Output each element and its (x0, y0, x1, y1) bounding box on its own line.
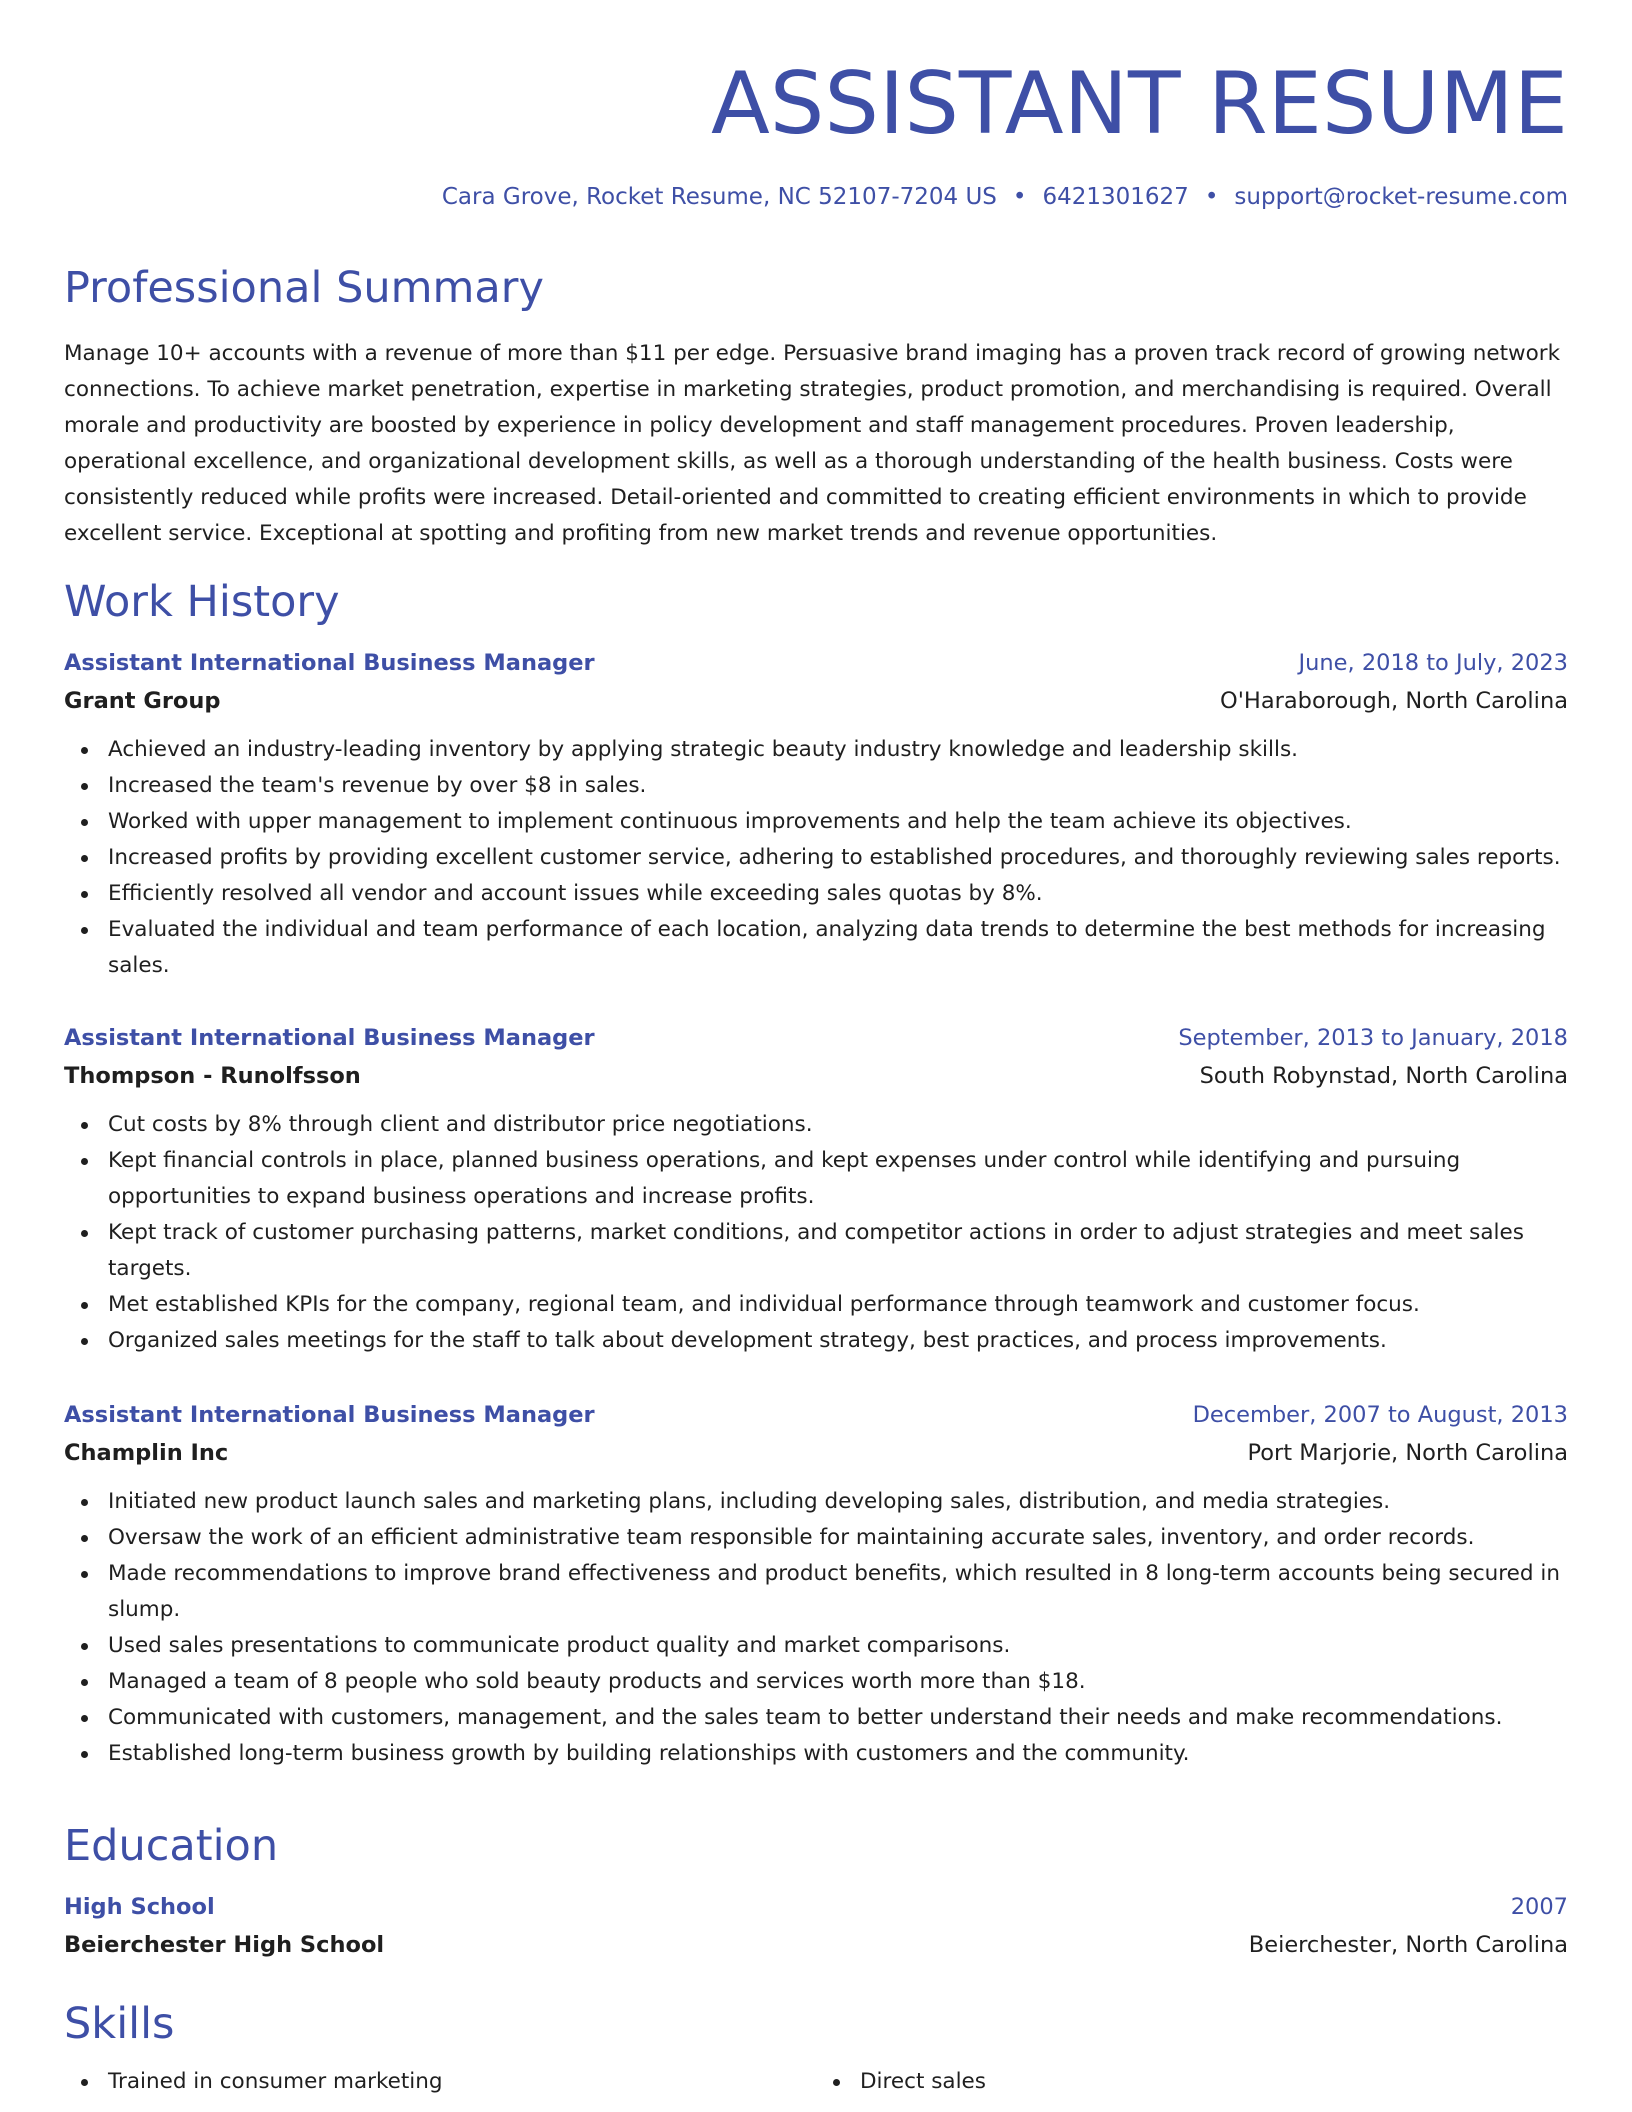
skills-right-column (816, 2064, 1568, 2100)
job-location: South Robynstad, North Carolina (1199, 1063, 1568, 1089)
list-item: Oversaw the work of an efficient administrative team responsible for maintaining accurate sales, inventory, and order records. (64, 1520, 1568, 1556)
skills-heading: Skills (64, 1999, 175, 2049)
list-item: Established long-term business growth by building relationships with customers and the community. (64, 1736, 1568, 1772)
job-title: Assistant International Business Manager (64, 650, 595, 676)
list-item: Increased the team's revenue by over $8 in sales. (64, 768, 1568, 804)
list-item: Used sales presentations to communicate product quality and market comparisons. (64, 1628, 1568, 1664)
contact-separator: • (1012, 184, 1027, 210)
job-location: Port Marjorie, North Carolina (1247, 1440, 1568, 1466)
job-company: Thompson - Runolfsson (64, 1063, 361, 1089)
job-header-row (64, 644, 1568, 682)
list-item: Initiated new product launch sales and marketing plans, including developing sales, distribution, and media strategies. (64, 1484, 1568, 1520)
resume-title: ASSISTANT RESUME (710, 54, 1568, 154)
work-history-heading-block (64, 574, 1568, 630)
job-entry (64, 644, 1568, 984)
work-history-heading: Work History (64, 577, 340, 627)
summary-section (64, 260, 1568, 552)
education-heading: Education (64, 1821, 279, 1871)
job-header-row (64, 1396, 1568, 1434)
job-entry (64, 1019, 1568, 1359)
list-item: Increased profits by providing excellent customer service, adhering to established procedures, and thoroughly reviewing sales reports. (64, 840, 1568, 876)
education-year: 2007 (1510, 1894, 1568, 1920)
contact-separator: • (1204, 184, 1219, 210)
list-item: Achieved an industry-leading inventory by applying strategic beauty industry knowledge and leadership skills. (64, 732, 1568, 768)
education-location: Beierchester, North Carolina (1248, 1932, 1568, 1958)
job-company-row (64, 1434, 1568, 1472)
job-location: O'Haraborough, North Carolina (1220, 688, 1568, 714)
job-bullets (64, 1484, 1568, 1772)
job-title: Assistant International Business Manager (64, 1402, 595, 1428)
job-company-row (64, 1057, 1568, 1095)
job-company: Grant Group (64, 688, 221, 714)
contact-line (442, 180, 1568, 214)
education-degree: High School (64, 1894, 215, 1920)
job-company: Champlin Inc (64, 1440, 229, 1466)
education-school-row (64, 1926, 1568, 1964)
summary-heading: Professional Summary (64, 263, 544, 313)
list-item: Communicated with customers, management, and the sales team to better understand their needs and make recommendations. (64, 1700, 1568, 1736)
list-item: Kept financial controls in place, planned business operations, and kept expenses under control while identifying and pursuing opportunities to expand business operations and increase profits. (64, 1143, 1568, 1215)
contact-email: support@rocket-resume.com (1234, 184, 1568, 210)
list-item: Direct sales (816, 2064, 1568, 2100)
list-item: Met established KPIs for the company, regional team, and individual performance through teamwork and customer focus. (64, 1287, 1568, 1323)
education-header-row (64, 1888, 1568, 1926)
job-dates: June, 2018 to July, 2023 (1298, 650, 1568, 676)
list-item: Efficiently resolved all vendor and account issues while exceeding sales quotas by 8%. (64, 876, 1568, 912)
job-company-row (64, 682, 1568, 720)
list-item: Managed a team of 8 people who sold beauty products and services worth more than $18. (64, 1664, 1568, 1700)
list-item: Made recommendations to improve brand effectiveness and product benefits, which resulted in 8 long-term accounts being secured in slump. (64, 1556, 1568, 1628)
contact-address: Cara Grove, Rocket Resume, NC 52107-7204 US (441, 184, 997, 210)
job-title: Assistant International Business Manager (64, 1025, 595, 1051)
education-section (64, 1818, 1568, 1964)
list-item: Organized sales meetings for the staff to talk about development strategy, best practices, and process improvements. (64, 1323, 1568, 1359)
list-item: Trained in consumer marketing (64, 2064, 816, 2100)
job-header-row (64, 1019, 1568, 1057)
education-school: Beierchester High School (64, 1932, 385, 1958)
contact-phone: 6421301627 (1042, 184, 1189, 210)
job-dates: December, 2007 to August, 2013 (1192, 1402, 1568, 1428)
summary-text: Manage 10+ accounts with a revenue of more than $11 per edge. Persuasive brand imaging has a proven track record of growing network connections. To achieve market penetration, expertise in marketing strategies, product promotion, and merchandising is required. Overall morale and productivity are boosted by experience in policy development and staff management procedures. Proven leadership, operational excellence, and organizational development skills, as well as a thorough understanding of the health business. Costs were consistently reduced while profits were increased. Detail-oriented and committed to creating efficient environments in which to provide excellent service. Exceptional at spotting and profiting from new market trends and revenue opportunities. (64, 341, 1561, 546)
skills-section (64, 1996, 1568, 2100)
job-bullets (64, 732, 1568, 984)
job-entry (64, 1396, 1568, 1772)
list-item: Worked with upper management to implement continuous improvements and help the team achieve its objectives. (64, 804, 1568, 840)
skills-left-column (64, 2064, 816, 2100)
skills-columns (64, 2064, 1568, 2100)
list-item: Kept track of customer purchasing patterns, market conditions, and competitor actions in order to adjust strategies and meet sales targets. (64, 1215, 1568, 1287)
list-item: Evaluated the individual and team performance of each location, analyzing data trends to determine the best methods for increasing sales. (64, 912, 1568, 984)
list-item: Cut costs by 8% through client and distributor price negotiations. (64, 1107, 1568, 1143)
job-dates: September, 2013 to January, 2018 (1178, 1025, 1568, 1051)
job-bullets (64, 1107, 1568, 1359)
